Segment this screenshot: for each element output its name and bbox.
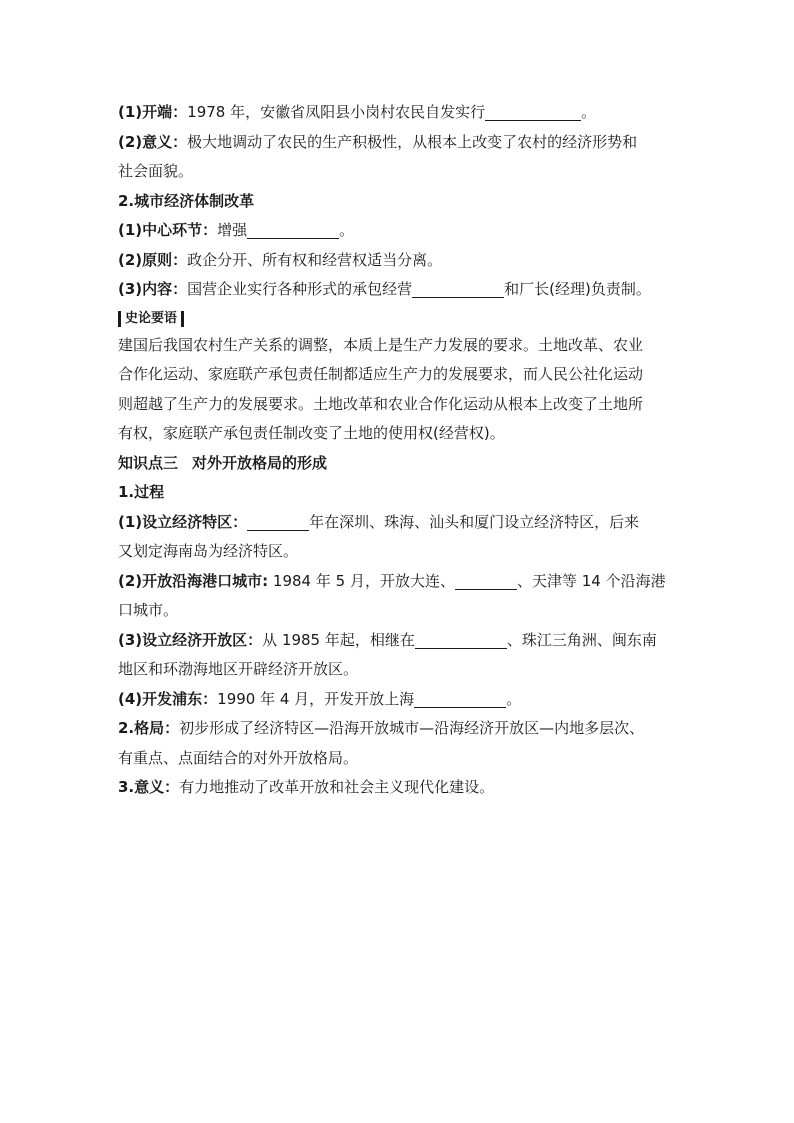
essay-line-1: 建国后我国农村生产关系的调整，本质上是生产力发展的要求。土地改革、农业 — [118, 335, 644, 354]
pattern-label: 2.格局： — [118, 719, 180, 737]
coastal-text-2: 、天津等 14 个沿海港 — [516, 571, 666, 590]
coastal-blank[interactable] — [455, 571, 517, 590]
essay-line-2: 合作化运动、家庭联产承包责任制都适应生产力的发展要求，而人民公社化运动 — [118, 365, 644, 383]
pattern-text-1: 初步形成了经济特区—沿海开放城市—沿海经济开放区—内地多层次、 — [179, 719, 645, 737]
sez-text-1: 年在深圳、珠海、汕头和厦门设立经济特区，后来 — [309, 512, 640, 531]
urban-content-text: 国营企业实行各种形式的承包经营 — [187, 280, 413, 298]
zone-line-1 — [118, 626, 678, 656]
zone-text-1: 从 1985 年起，相继在 — [262, 630, 415, 649]
document-page — [118, 98, 678, 803]
rural-meaning-text-1: 极大地调动了农民的生产积极性，从根本上改变了农村的经济形势和 — [187, 132, 638, 151]
coastal-line-2 — [118, 596, 678, 626]
pudong-blank[interactable] — [414, 689, 506, 708]
coastal-line-1 — [118, 567, 678, 597]
rural-meaning-text-2: 社会面貌。 — [118, 162, 194, 180]
pattern-text-2: 有重点、点面结合的对外开放格局。 — [118, 748, 359, 767]
urban-content-label: (3)内容： — [118, 280, 188, 298]
urban-heading: 2.城市经济体制改革 — [118, 191, 255, 210]
essay-tag: 史论要语 — [118, 311, 184, 327]
essay-line-4: 有权，家庭联产承包责任制改变了土地的使用权(经营权)。 — [118, 424, 505, 442]
urban-principle-text: 政企分开、所有权和经营权适当分离。 — [187, 250, 443, 269]
urban-content-line — [118, 275, 678, 305]
pattern-line-1 — [118, 714, 678, 744]
zone-blank[interactable] — [415, 630, 507, 649]
pattern-line-2 — [118, 744, 678, 774]
knowledge-heading — [118, 449, 678, 479]
pudong-label: (4)开发浦东： — [118, 689, 218, 708]
rural-start-blank[interactable] — [485, 102, 581, 121]
coastal-text-3: 口城市。 — [118, 601, 179, 619]
zone-label: (3)设立经济开放区： — [118, 630, 263, 649]
significance-label: 3.意义： — [118, 778, 180, 796]
sez-line-2 — [118, 537, 678, 567]
rural-meaning-line-2 — [118, 157, 678, 187]
urban-content-end: 和厂长(经理)负责制。 — [504, 280, 651, 298]
zone-text-2: 、珠江三角洲、闽东南 — [506, 630, 657, 649]
essay-tag-row — [118, 305, 678, 331]
rural-meaning-label: (2)意义： — [118, 132, 188, 151]
zone-text-3: 地区和环渤海地区开辟经济开放区。 — [118, 660, 359, 678]
zone-line-2 — [118, 655, 678, 685]
knowledge-heading-title: 对外开放格局的形成 — [192, 453, 328, 472]
rural-start-end: 。 — [581, 103, 597, 121]
essay-line-3: 则超越了生产力的发展要求。土地改革和农业合作化运动从根本上改变了土地所 — [118, 394, 644, 413]
coastal-text-1: 1984 年 5 月，开放大连、 — [268, 571, 455, 590]
rural-meaning-line-1 — [118, 128, 678, 158]
sez-text-2: 又划定海南岛为经济特区。 — [118, 542, 299, 560]
pudong-text: 1990 年 4 月，开发开放上海 — [217, 689, 415, 708]
rural-start-text: 1978 年，安徽省凤阳县小岗村农民自发实行 — [187, 103, 486, 121]
urban-center-end: 。 — [339, 221, 355, 239]
urban-center-line — [118, 216, 678, 246]
knowledge-heading-prefix: 知识点三 — [118, 453, 179, 472]
urban-center-blank[interactable] — [247, 220, 339, 239]
urban-principle-label: (2)原则： — [118, 250, 188, 269]
significance-text: 有力地推动了改革开放和社会主义现代化建设。 — [179, 778, 495, 796]
urban-content-blank[interactable] — [412, 279, 504, 298]
process-heading: 1.过程 — [118, 483, 165, 501]
sez-label: (1)设立经济特区： — [118, 512, 248, 531]
rural-start-label: (1)开端： — [118, 103, 188, 121]
sez-blank[interactable] — [247, 512, 309, 531]
coastal-label: (2)开放沿海港口城市: — [118, 571, 269, 590]
urban-center-text: 增强 — [217, 221, 248, 239]
rural-start-line — [118, 98, 678, 128]
significance-line — [118, 773, 678, 803]
urban-principle-line — [118, 246, 678, 276]
pudong-end: 。 — [506, 689, 522, 708]
sez-line-1 — [118, 508, 678, 538]
urban-center-label: (1)中心环节： — [118, 221, 218, 239]
pudong-line — [118, 685, 678, 715]
